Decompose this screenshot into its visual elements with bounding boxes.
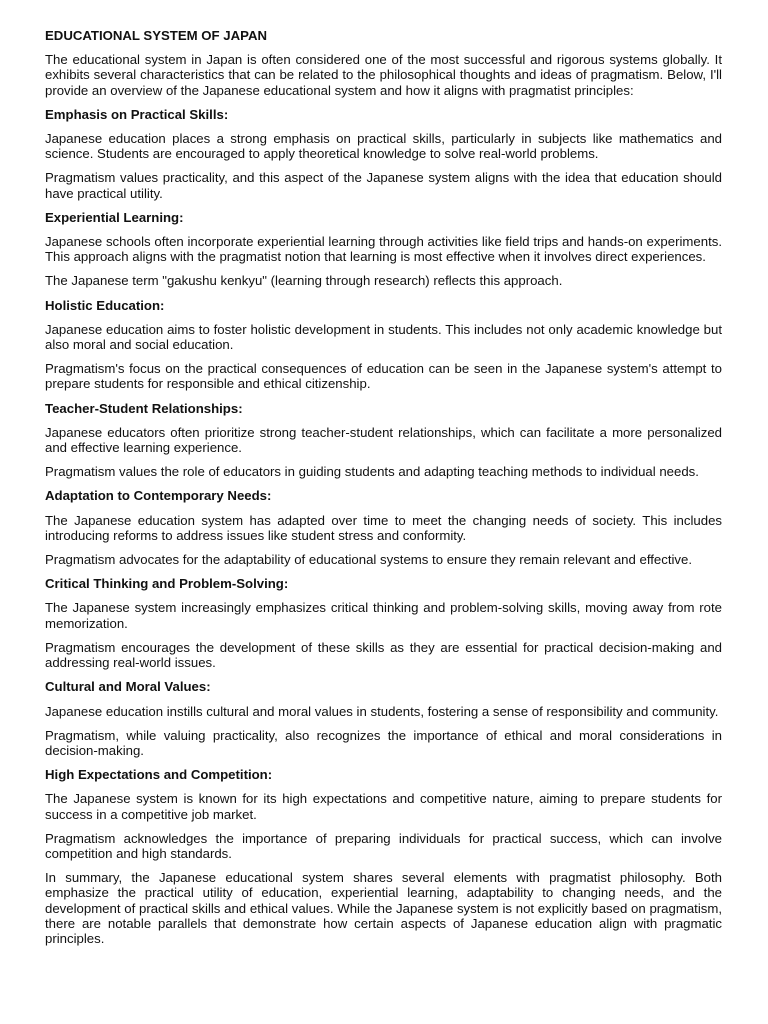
- section-practical-skills: [45, 107, 722, 201]
- section-heading: Teacher-Student Relationships:: [45, 400, 243, 416]
- section-paragraph: Pragmatism values practicality, and this aspect of the Japanese system aligns with the idea that education should have practical utility.: [45, 170, 722, 201]
- summary-paragraph: In summary, the Japanese educational system shares several elements with pragmatist philosophy. Both emphasize the practical utility of education, experiential learning, adaptability to changing needs, and the development of practical skills and ethical values. While the Japanese system is not explicitly based on pragmatism, there are notable parallels that demonstrate how certain aspects of Japanese education align with pragmatic principles.: [45, 870, 722, 946]
- section-critical-thinking: [45, 576, 722, 670]
- section-paragraph: Pragmatism encourages the development of these skills as they are essential for practical decision-making and addressing real-world issues.: [45, 639, 722, 671]
- section-cultural-moral: [45, 679, 722, 758]
- section-heading: Cultural and Moral Values:: [45, 679, 211, 695]
- section-heading: Critical Thinking and Problem-Solving:: [45, 576, 289, 592]
- section-heading: Holistic Education:: [45, 297, 165, 313]
- section-paragraph: The Japanese system is known for its high expectations and competitive nature, aiming to prepare students for success in a competitive job market.: [45, 791, 722, 822]
- section-paragraph: Pragmatism, while valuing practicality, also recognizes the importance of ethical and moral considerations in decision-making.: [45, 727, 722, 758]
- section-adaptation: [45, 488, 722, 567]
- section-experiential-learning: [45, 210, 722, 289]
- section-expectations: [45, 767, 722, 861]
- section-paragraph: Pragmatism values the role of educators in guiding students and adapting teaching methods to individual needs.: [45, 464, 699, 480]
- intro-paragraph: The educational system in Japan is often considered one of the most successful and rigorous systems globally. It exhibits several characteristics that can be related to the philosophical thoughts and ideas of pragmatism. Below, I'll provide an overview of the Japanese educational system and how it aligns with pragmatist principles:: [45, 52, 722, 98]
- section-heading: Adaptation to Contemporary Needs:: [45, 488, 272, 504]
- section-paragraph: Japanese education aims to foster holistic development in students. This includes not only academic knowledge but also moral and social education.: [45, 321, 722, 353]
- section-paragraph: The Japanese term "gakushu kenkyu" (learning through research) reflects this approach.: [45, 273, 563, 289]
- section-paragraph: Japanese education instills cultural and moral values in students, fostering a sense of responsibility and community.: [45, 703, 719, 719]
- document-page: [45, 28, 722, 955]
- section-paragraph: Japanese schools often incorporate experiential learning through activities like field trips and hands-on experiments. This approach aligns with the pragmatist notion that learning is most effective when it involves direct experiences.: [45, 234, 722, 265]
- section-heading: High Expectations and Competition:: [45, 767, 273, 783]
- section-heading: Experiential Learning:: [45, 209, 184, 225]
- document-title: EDUCATIONAL SYSTEM OF JAPAN: [45, 28, 268, 43]
- section-teacher-student: [45, 401, 722, 480]
- section-paragraph: The Japanese system increasingly emphasizes critical thinking and problem-solving skills, moving away from rote memorization.: [45, 600, 722, 631]
- section-paragraph: Pragmatism advocates for the adaptability of educational systems to ensure they remain relevant and effective.: [45, 552, 693, 568]
- section-paragraph: The Japanese education system has adapted over time to meet the changing needs of society. This includes introducing reforms to address issues like student stress and conformity.: [45, 512, 722, 543]
- section-holistic-education: [45, 298, 722, 392]
- section-paragraph: Japanese education places a strong emphasis on practical skills, particularly in subjects like mathematics and science. Students are encouraged to apply theoretical knowledge to solve real-world problems.: [45, 131, 722, 162]
- section-paragraph: Pragmatism's focus on the practical consequences of education can be seen in the Japanese system's attempt to prepare students for responsible and ethical citizenship.: [45, 361, 722, 392]
- section-paragraph: Japanese educators often prioritize strong teacher-student relationships, which can facilitate a more personalized and effective learning experience.: [45, 424, 722, 456]
- section-paragraph: Pragmatism acknowledges the importance of preparing individuals for practical success, which can involve competition and high standards.: [45, 830, 722, 861]
- section-heading: Emphasis on Practical Skills:: [45, 106, 229, 122]
